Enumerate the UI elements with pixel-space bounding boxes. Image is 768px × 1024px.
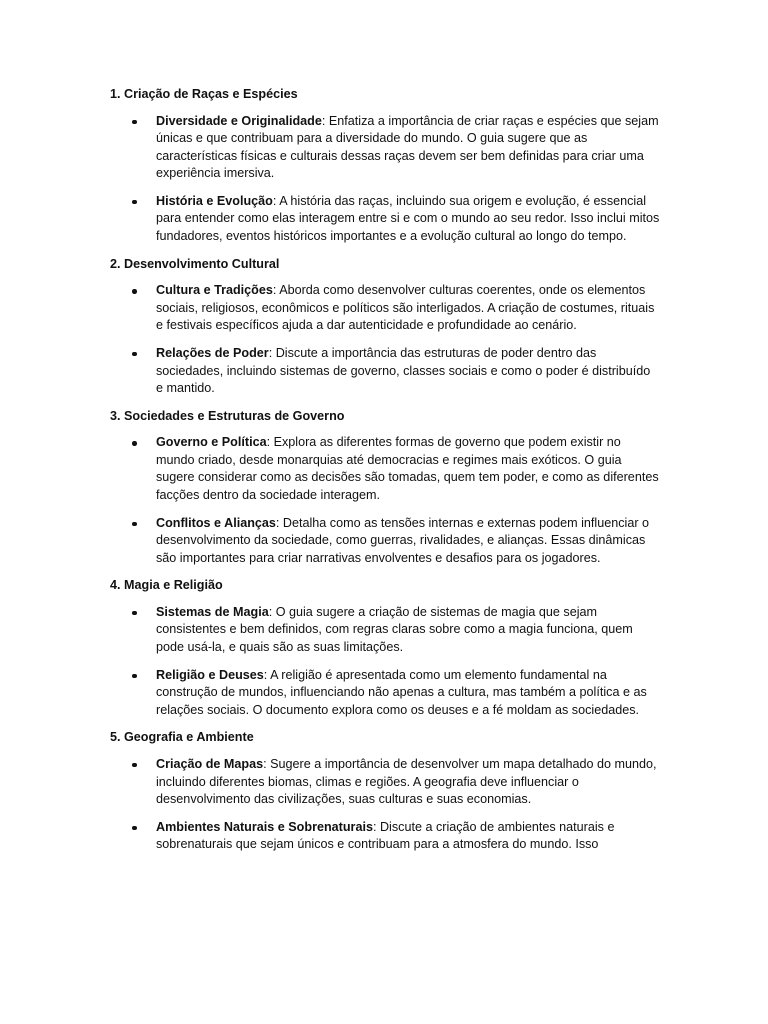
- bullet-list: [110, 604, 660, 720]
- section-magia-religiao: [110, 577, 660, 719]
- bullet-icon: [132, 289, 137, 294]
- section-geografia-ambiente: [110, 729, 660, 853]
- bullet-icon: [132, 674, 137, 679]
- bullet-icon: [132, 352, 137, 357]
- bullet-icon: [132, 200, 137, 205]
- item-text: : A história das raças, incluindo sua origem e evolução, é essencial para entender como elas interagem entre si e com o mundo ao seu redor. Isso inclui mitos fundadores, eventos históricos importantes e a evolução cultural ao longo do tempo.: [156, 193, 660, 244]
- bullet-icon: [132, 120, 137, 125]
- bullet-icon: [132, 826, 137, 831]
- item-text: : Detalha como as tensões internas e externas podem influenciar o desenvolvimento da sociedade, como guerras, rivalidades, e alianças. Essas dinâmicas são importantes para criar narrativas envolventes e desafios para os jogadores.: [156, 515, 650, 565]
- section-heading: 4. Magia e Religião: [110, 578, 223, 593]
- item-term: Relações de Poder: [156, 345, 269, 360]
- bullet-icon: [132, 441, 137, 446]
- section-racas-especies: [110, 86, 660, 246]
- item-text: : Discute a criação de ambientes naturais e sobrenaturais que sejam únicos e contribuam para a atmosfera do mundo. Isso: [156, 819, 615, 852]
- item-text: : Explora as diferentes formas de governo que podem existir no mundo criado, desde monarquias até democracias e regimes mais exóticos. O guia sugere considerar como as decisões são tomadas, quem tem poder, e como as diferentes facções dentro da sociedade interagem.: [156, 435, 659, 502]
- item-text: : Aborda como desenvolver culturas coerentes, onde os elementos sociais, religiosos, econômicos e políticos são interligados. A criação de costumes, rituais e festivais específicos ajuda a dar autenticidade e profundidade ao cenário.: [156, 283, 655, 333]
- bullet-icon: [132, 522, 137, 527]
- item-term: Sistemas de Magia: [156, 604, 269, 619]
- section-desenvolvimento-cultural: [110, 256, 660, 398]
- section-heading: 1. Criação de Raças e Espécies: [110, 87, 298, 101]
- list-item: [110, 193, 660, 246]
- list-item: [110, 345, 660, 398]
- item-term: Conflitos e Alianças: [156, 515, 276, 530]
- section-heading: 2. Desenvolvimento Cultural: [110, 256, 280, 271]
- item-term: Cultura e Tradições: [156, 283, 273, 298]
- bullet-icon: [132, 611, 137, 616]
- item-term: História e Evolução: [156, 193, 273, 208]
- item-text: : A religião é apresentada como um elemento fundamental na construção de mundos, influenciando não apenas a cultura, mas também a política e as relações sociais. O documento explora como os deuses e a fé moldam as sociedades.: [156, 667, 647, 717]
- list-item: [110, 604, 660, 657]
- item-text: : Enfatiza a importância de criar raças e espécies que sejam únicas e que contribuam para a diversidade do mundo. O guia sugere que as características físicas e culturais dessas raças devem ser bem definidas para criar uma experiência imersiva.: [156, 113, 659, 181]
- item-text: : Discute a importância das estruturas de poder dentro das sociedades, incluindo sistemas de governo, classes sociais e como o poder é distribuído e mantido.: [156, 345, 651, 396]
- item-term: Diversidade e Originalidade: [156, 113, 322, 128]
- list-item: [110, 667, 660, 720]
- list-item: [110, 515, 660, 568]
- list-item: [110, 282, 660, 335]
- item-text: : O guia sugere a criação de sistemas de magia que sejam consistentes e bem definidos, com regras claras sobre como a magia funciona, quem pode usá-la, e quais são as suas limitações.: [156, 604, 633, 655]
- document-content: [110, 86, 660, 864]
- bullet-list: [110, 756, 660, 854]
- list-item: [110, 756, 660, 809]
- list-item: [110, 434, 660, 504]
- bullet-list: [110, 282, 660, 398]
- bullet-list: [110, 434, 660, 567]
- item-text: : Sugere a importância de desenvolver um mapa detalhado do mundo, incluindo diferentes biomas, climas e regiões. A geografia deve influenciar o desenvolvimento das civilizações, suas culturas e suas economias.: [156, 756, 657, 807]
- item-term: Criação de Mapas: [156, 756, 264, 771]
- bullet-icon: [132, 763, 137, 768]
- section-sociedades-governo: [110, 408, 660, 568]
- item-term: Ambientes Naturais e Sobrenaturais: [156, 819, 373, 834]
- item-term: Governo e Política: [156, 435, 267, 450]
- list-item: [110, 113, 660, 183]
- section-heading: 5. Geografia e Ambiente: [110, 730, 254, 745]
- section-heading: 3. Sociedades e Estruturas de Governo: [110, 408, 345, 423]
- list-item: [110, 819, 660, 854]
- item-term: Religião e Deuses: [156, 667, 264, 682]
- bullet-list: [110, 113, 660, 246]
